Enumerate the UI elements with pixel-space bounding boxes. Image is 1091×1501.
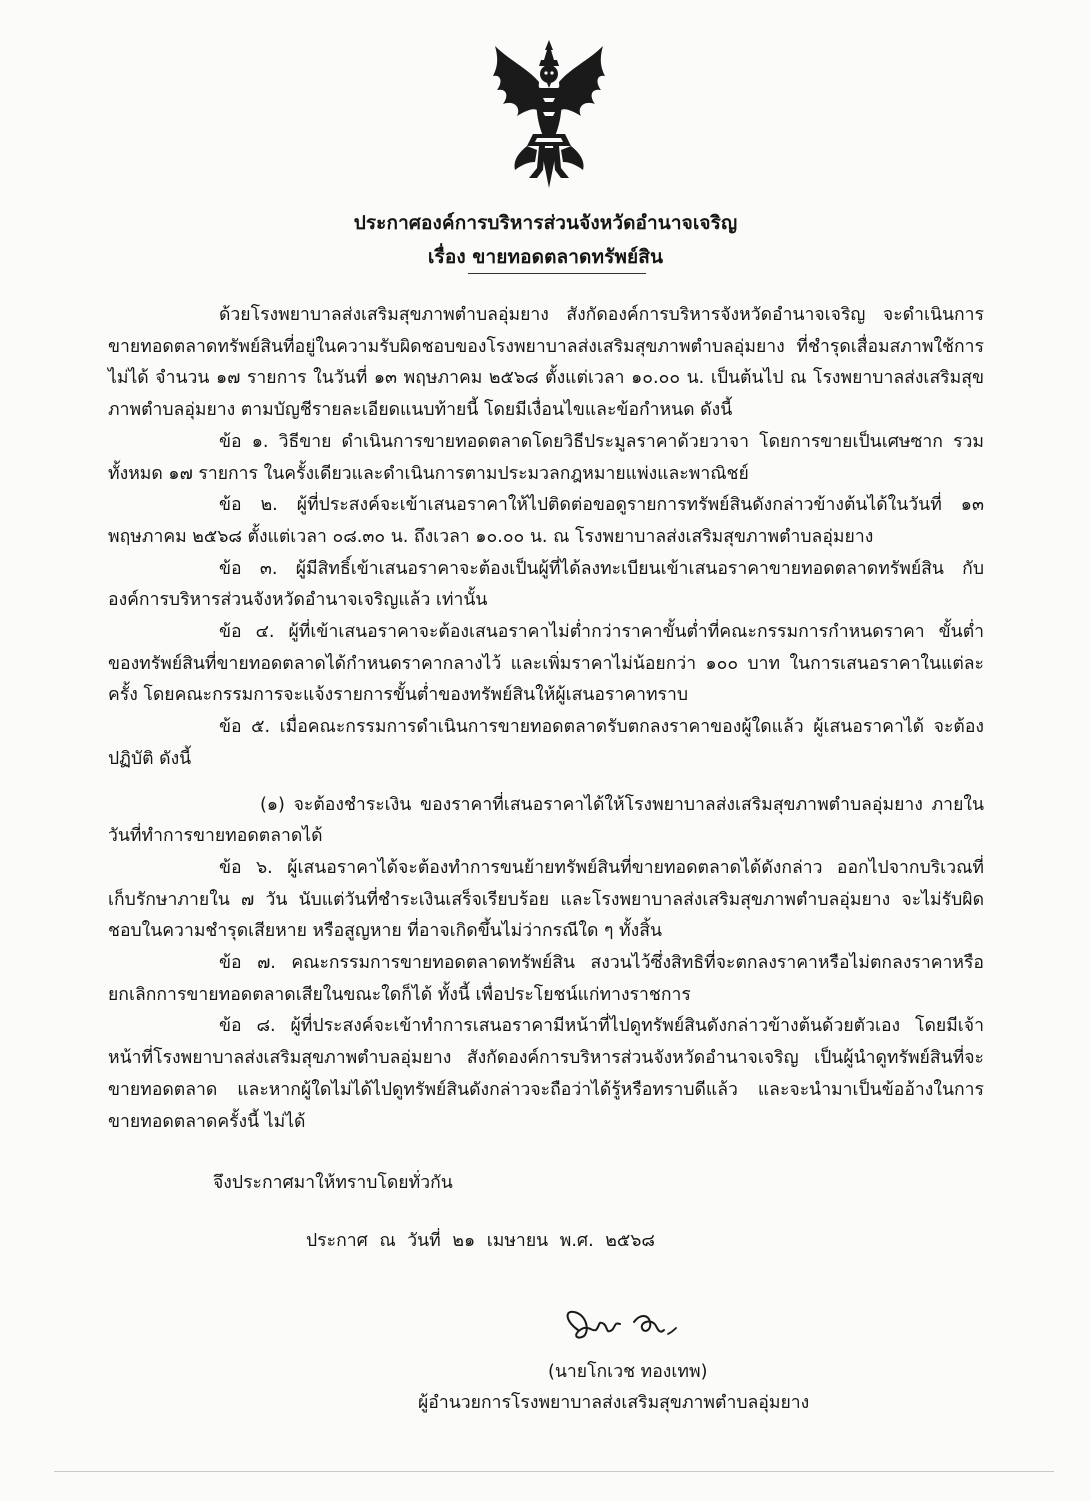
clause-4: ข้อ ๔. ผู้ที่เข้าเสนอราคาจะต้องเสนอราคาไม่ต่ำกว่าราคาขั้นต่ำที่คณะกรรมการกำหนดราคา ขั้นต่ำของทรัพย์สินที่ขายทอดตลาดได้กำหนดราคากลางไว้ และเพิ่มราคาไม่น้อยกว่า ๑๐๐ บาท ในการเสนอราคาในแต่ละครั้ง โดยคณะกรรมการจะแจ้งรายการขั้นต่ำของทรัพย์สินให้ผู้เสนอราคาทราบ (108, 622, 984, 706)
garuda-emblem-icon (487, 38, 611, 190)
closing-statement: จึงประกาศมาให้ทราบโดยทั่วกัน (213, 1173, 453, 1193)
clause-2: ข้อ ๒. ผู้ที่ประสงค์จะเข้าเสนอราคาให้ไปติดต่อขอดูรายการทรัพย์สินดังกล่าวข้างต้นได้ในวันที่ ๑๓ พฤษภาคม ๒๕๖๘ ตั้งแต่เวลา ๐๘.๓๐ น. ถึงเวลา ๑๐.๐๐ น. ณ โรงพยาบาลส่งเสริมสุขภาพตำบลอุ่มยาง (108, 495, 984, 547)
clause-5: ข้อ ๕. เมื่อคณะกรรมการดำเนินการขายทอดตลาดรับตกลงราคาของผู้ใดแล้ว ผู้เสนอราคาได้ จะต้องปฏิบัติ ดังนี้ (108, 717, 984, 769)
intro-paragraph: ด้วยโรงพยาบาลส่งเสริมสุขภาพตำบลอุ่มยาง สังกัดองค์การบริหารจังหวัดอำนาจเจริญ จะดำเนินการขายทอดตลาดทรัพย์สินที่อยู่ในความรับผิดชอบของโรงพยาบาลส่งเสริมสุขภาพตำบลอุ่มยาง ที่ชำรุดเสื่อมสภาพใช้การไม่ได้ จำนวน ๑๗ รายการ ในวันที่ ๑๓ พฤษภาคม ๒๕๖๘ ตั้งแต่เวลา ๑๐.๐๐ น. เป็นต้นไป ณ โรงพยาบาลส่งเสริมสุขภาพตำบลอุ่มยาง ตามบัญชีรายละเอียดแนบท้ายนี้ โดยมีเงื่อนไขและข้อกำหนด ดังนี้ (108, 305, 984, 421)
signer-name: (นายโกเวช ทองเทพ) (548, 1362, 708, 1382)
clause-8: ข้อ ๘. ผู้ที่ประสงค์จะเข้าทำการเสนอราคามีหน้าที่ไปดูทรัพย์สินดังกล่าวข้างต้นด้วยตัวเอง โดยมีเจ้าหน้าที่โรงพยาบาลส่งเสริมสุขภาพตำบลอุ่มยาง สังกัดองค์การบริหารส่วนจังหวัดอำนาจเจริญ เป็นผู้นำดูทรัพย์สินที่จะขายทอดตลาด และหากผู้ใดไม่ได้ไปดูทรัพย์สินดังกล่าวจะถือว่าได้รู้หรือทราบดีแล้ว และจะนำมาเป็นข้ออ้างในการขายทอดตลาดครั้งนี้ ไม่ได้ (108, 1016, 984, 1132)
clause-5-item-1: (๑) จะต้องชำระเงิน ของราคาที่เสนอราคาได้ให้โรงพยาบาลส่งเสริมสุขภาพตำบลอุ่มยาง ภายในวันที่ทำการขายทอดตลาดได้ (108, 794, 984, 847)
clause-1: ข้อ ๑. วิธีขาย ดำเนินการขายทอดตลาดโดยวิธีประมูลราคาด้วยวาจา โดยการขายเป็นเศษซาก รวมทั้งหมด ๑๗ รายการ ในครั้งเดียวและดำเนินการตามประมวลกฎหมายแพ่งและพาณิชย์ (108, 431, 984, 484)
signature-mark (556, 1300, 716, 1352)
page-bottom-edge (54, 1471, 1054, 1472)
date-line: ประกาศ ณ วันที่ ๒๑ เมษายน พ.ศ. ๒๕๖๘ (306, 1231, 655, 1251)
clause-3: ข้อ ๓. ผู้มีสิทธิ์เข้าเสนอราคาจะต้องเป็นผู้ที่ได้ลงทะเบียนเข้าเสนอราคาขายทอดตลาดทรัพย์สิน กับองค์การบริหารส่วนจังหวัดอำนาจเจริญแล้ว เท่านั้น (108, 558, 984, 611)
announcement-subject: เรื่อง ขายทอดตลาดทรัพย์สิน (427, 246, 664, 268)
clause-6: ข้อ ๖. ผู้เสนอราคาได้จะต้องทำการขนย้ายทรัพย์สินที่ขายทอดตลาดได้ดังกล่าว ออกไปจากบริเวณที่เก็บรักษาภายใน ๗ วัน นับแต่วันที่ชำระเงินเสร็จเรียบร้อย และโรงพยาบาลส่งเสริมสุขภาพตำบลอุ่มยาง จะไม่รับผิดชอบในความชำรุดเสียหาย หรือสูญหาย ที่อาจเกิดขึ้นไม่ว่ากรณีใด ๆ ทั้งสิ้น (108, 857, 984, 942)
clause-7: ข้อ ๗. คณะกรรมการขายทอดตลาดทรัพย์สิน สงวนไว้ซึ่งสิทธิที่จะตกลงราคาหรือไม่ตกลงราคาหรือยกเลิกการขายทอดตลาดเสียในขณะใดก็ได้ ทั้งนี้ เพื่อประโยชน์แก่ทางราชการ (108, 953, 984, 1005)
announcement-title: ประกาศองค์การบริหารส่วนจังหวัดอำนาจเจริญ (353, 212, 738, 234)
title-divider (468, 273, 646, 274)
signer-position: ผู้อำนวยการโรงพยาบาลส่งเสริมสุขภาพตำบลอุ่มยาง (418, 1393, 810, 1413)
announcement-body (108, 300, 984, 1138)
